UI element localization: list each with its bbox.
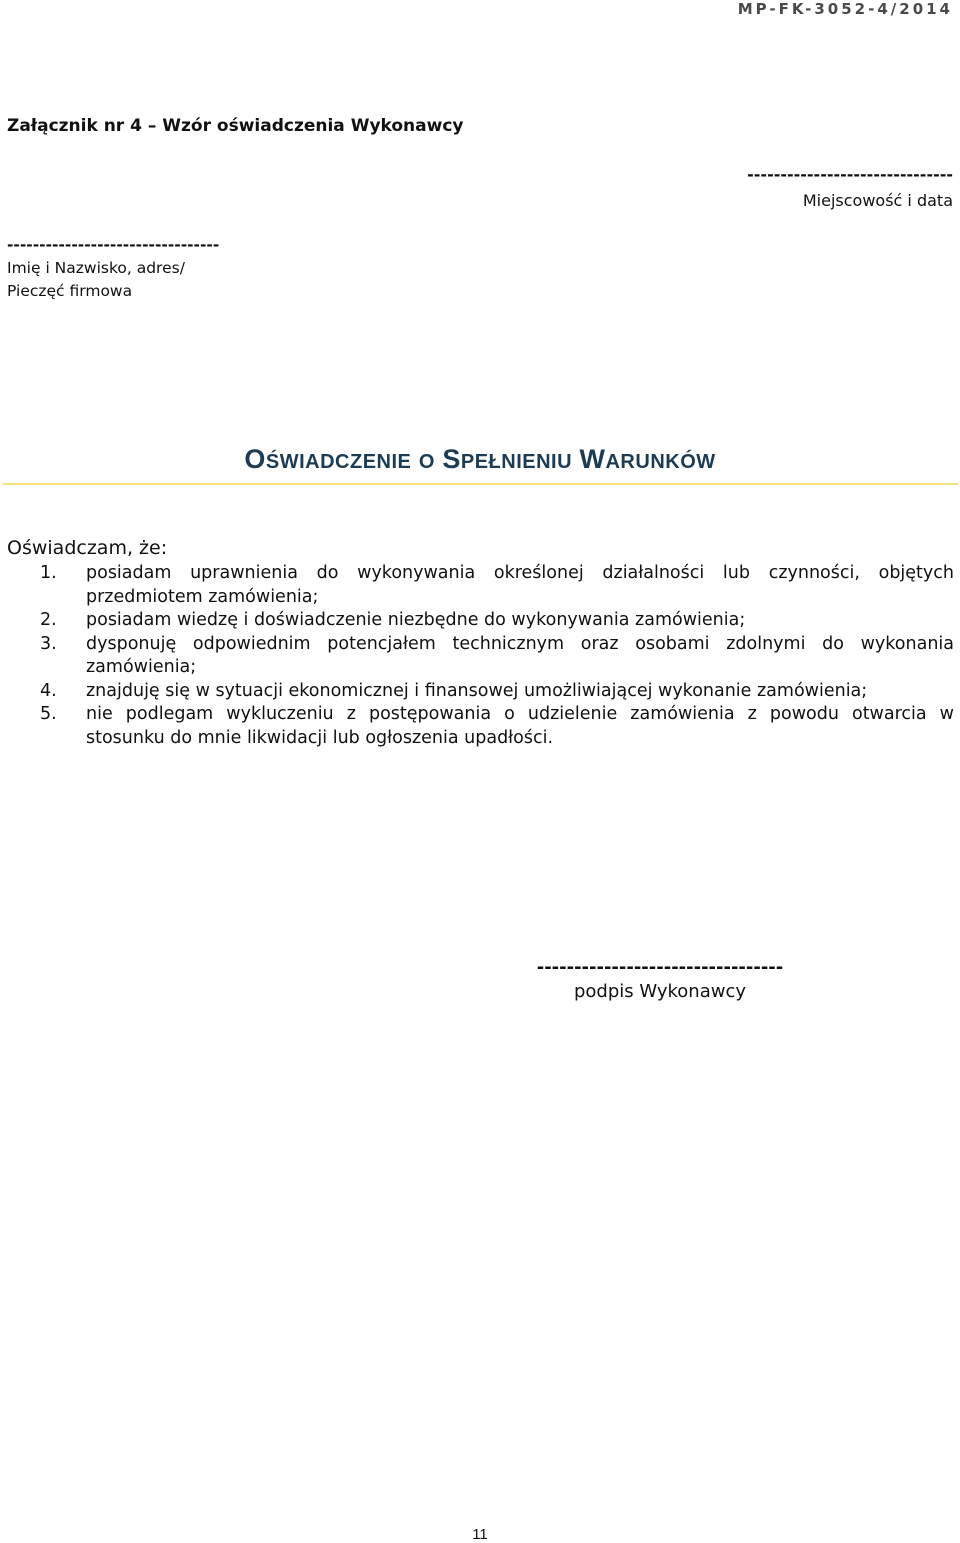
signature-block <box>531 956 789 1004</box>
title-part1-initial: O <box>244 444 266 474</box>
signature-label: podpis Wykonawcy <box>573 981 747 1002</box>
place-date-block <box>747 162 953 214</box>
signature-line: --------------------------------- <box>536 957 784 978</box>
intro-text: Oświadczam, że: <box>7 537 168 559</box>
list-item-number: 2. <box>40 610 57 630</box>
document-title <box>0 444 960 475</box>
contractor-info-block <box>7 234 219 303</box>
list-item <box>7 703 954 750</box>
page-number: 11 <box>472 1526 488 1543</box>
attachment-title: Załącznik nr 4 – Wzór oświadczenia Wykonawcy <box>7 116 464 136</box>
list-item-text: znajduję się w sytuacji ekonomicznej i finansowej umożliwiającej wykonanie zamówienia; <box>86 680 868 701</box>
title-part4-initial: W <box>579 444 606 474</box>
list-item <box>7 633 954 680</box>
list-item-text: posiadam uprawnienia do wykonywania określonej działalności lub czynności, objętych przedmiotem zamówienia; <box>86 563 954 607</box>
title-divider <box>3 483 958 485</box>
list-item-text: dysponuję odpowiednim potencjałem technicznym oraz osobami zdolnymi do wykonania zamówienia; <box>86 633 954 677</box>
title-part4-rest: ARUNKÓW <box>605 451 716 473</box>
contractor-info-line: --------------------------------- <box>7 236 220 254</box>
list-item <box>7 609 954 633</box>
list-item <box>7 680 954 704</box>
list-item-text: nie podlegam wykluczeniu z postępowania o udzielenie zamówienia z powodu otwarcia w stosunku do mnie likwidacji lub ogłoszenia upadłości. <box>86 704 954 748</box>
title-part2: O <box>418 451 435 473</box>
list-item-number: 3. <box>40 633 57 654</box>
statement-list <box>7 562 954 750</box>
list-item-number: 5. <box>40 704 57 724</box>
place-date-label: Miejscowość i data <box>802 191 953 210</box>
place-date-line: ------------------------------- <box>747 165 953 184</box>
title-part3-rest: PEŁNIENIU <box>460 451 573 473</box>
list-item-number: 1. <box>40 563 57 583</box>
list-item-text: posiadam wiedzę i doświadczenie niezbędne do wykonywania zamówienia; <box>86 610 746 630</box>
reference-code: MP-FK-3052-4/2014 <box>737 0 953 18</box>
list-item-number: 4. <box>40 680 57 701</box>
contractor-stamp-label: Pieczęć firmowa <box>7 282 133 300</box>
title-part1-rest: ŚWIADCZENIE <box>265 451 412 473</box>
contractor-name-label: Imię i Nazwisko, adres/ <box>7 259 185 277</box>
title-part3-initial: S <box>442 444 461 474</box>
list-item <box>7 562 954 609</box>
